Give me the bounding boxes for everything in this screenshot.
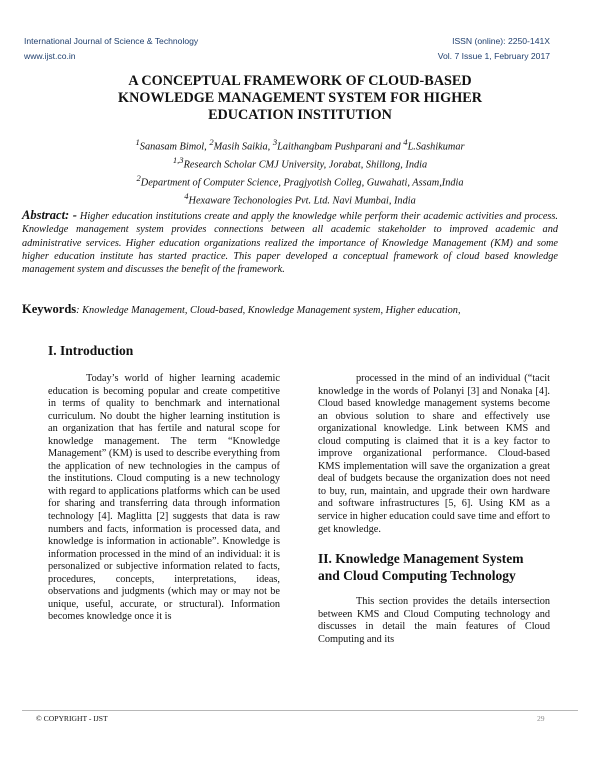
keywords [22, 302, 562, 317]
copyright: © COPYRIGHT - IJST [36, 714, 108, 723]
title-line: KNOWLEDGE MANAGEMENT SYSTEM FOR HIGHER [118, 90, 482, 106]
left-column [48, 343, 280, 624]
affiliation: $^{1,3}$Research Scholar CMJ University, Jorabat, Shillong, India [172, 154, 428, 171]
author: Laithangbam Pushparani and [277, 141, 404, 153]
author: Sanasam Bimol, [139, 141, 210, 153]
page-number: 29 [537, 714, 545, 723]
affiliation: $^4$Hexaware Techonologies Pvt. Ltd. Navi Mumbai, India [184, 190, 416, 207]
issn: ISSN (online): 2250-141X [452, 36, 550, 46]
author-block [60, 136, 540, 208]
section-heading: II. Knowledge Management System and Cloud Computing Technology [318, 551, 524, 584]
paragraph: Today’s world of higher learning academic education is becoming popular and create competitive in terms of quality to benchmark and international curriculum. No doubt the higher learning institution is an organization that has fertile and natural scope for knowledge management. The term “Knowledge Management” (KM) is used to describe everything from the application of new technologies in the campus of the institutions. Cloud computing is a new technology with regard to applications platforms which can be used for sharing and transferring data through information technology [4]. Maglitta [2] suggests that data is raw numbers and facts, information is processed data, and knowledge is information in actionable”. Knowledge is information processed in the mind of an individual: it is personalized or subjective information related to facts, procedures, concepts, interpretations, ideas, observations and judgments (which may or may not be unique, useful, accurate, or structural). Information becomes knowledge once it is [48, 373, 280, 623]
journal-website: www.ijst.co.in [24, 51, 76, 61]
author: L.Sashikumar [407, 141, 465, 153]
author: Masih Saikia, [213, 141, 273, 153]
volume-issue: Vol. 7 Issue 1, February 2017 [437, 51, 550, 61]
abstract-label: Abstract: - [22, 208, 77, 222]
right-column [318, 373, 550, 646]
paper-title [60, 73, 540, 124]
journal-name: International Journal of Science & Technology [24, 36, 199, 46]
section-heading: I. Introduction [48, 343, 134, 358]
affiliation: $^2$Department of Computer Science, Pragjyotish Colleg, Guwahati, Assam,India [136, 172, 464, 189]
author-names: $^1$Sanasam Bimol, $^2$Masih Saikia, $^3$Laithangbam Pushparani and $^4$L.Sashikumar [135, 137, 465, 153]
footer-divider [22, 710, 578, 711]
abstract [22, 209, 558, 276]
title-line: EDUCATION INSTITUTION [208, 107, 392, 123]
keywords-text: : Knowledge Management, Cloud-based, Knowledge Management system, Higher education, [76, 305, 461, 316]
title-line: A CONCEPTUAL FRAMEWORK OF CLOUD-BASED [128, 73, 472, 89]
paragraph: This section provides the details intersection between KMS and Cloud Computing technology and discusses in detail the main features of Cloud Computing and its [318, 596, 550, 645]
keywords-label: Keywords [22, 302, 77, 316]
paragraph: processed in the mind of an individual (“tacit knowledge in the words of Polanyi [3] and Nonaka [4]. Cloud based knowledge management systems become an obvious solution to share and effectively use organizational knowledge. Link between KMS and cloud computing is claimed that it is a key factor to improve organizational performance. Cloud-based KMS implementation will save the organization a great deal of budgets because the organization does not need to buy, run, maintain, and upgrade their own hardware and software infrastructures [5, 6]. Using KM as a service in higher education could save time and effort to get knowledge. [318, 373, 550, 535]
abstract-text: Higher education institutions create and apply the knowledge while perform their academic activities and process. Knowledge management system provides connections between all academic stakeholder to improved academic and administrative services. Higher education organizations realized the importance of Knowledge Management (KM) and some higher education institute has started practice. This paper developed a conceptual framework of cloud based knowledge management system and discusses the benefit of the framework. [22, 211, 558, 276]
